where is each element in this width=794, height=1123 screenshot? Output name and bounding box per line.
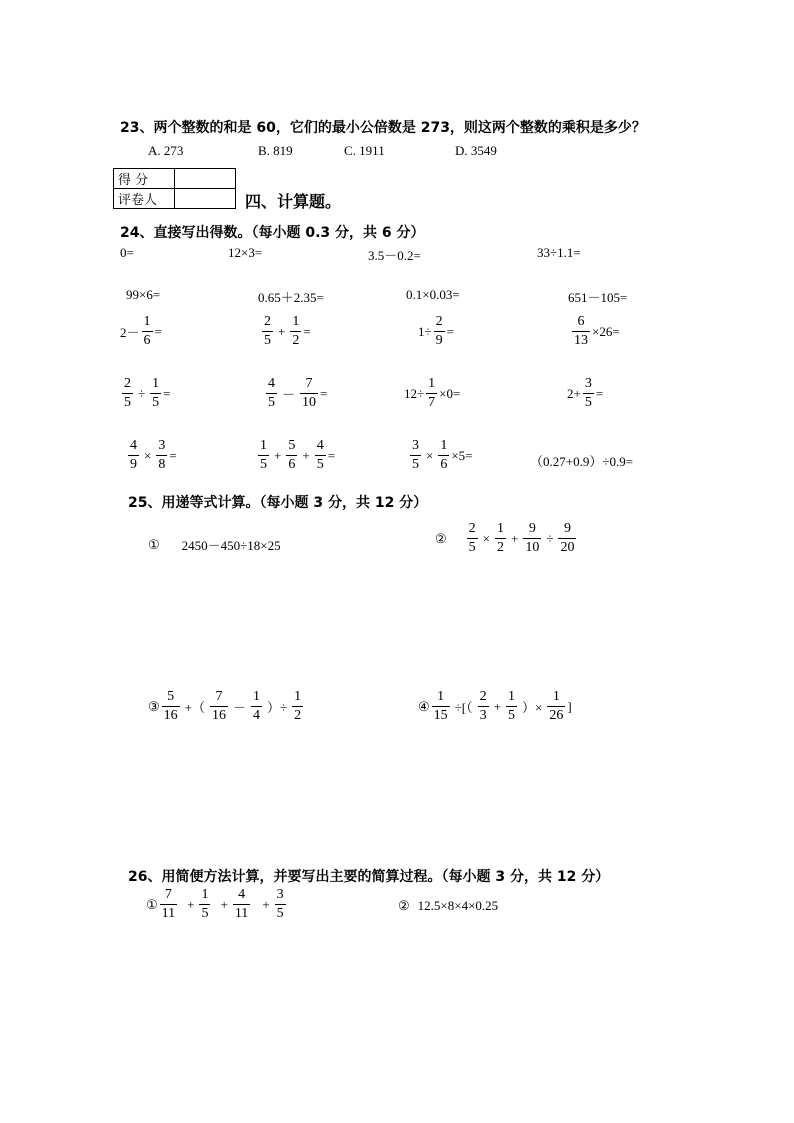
q24-r2-c: 0.1×0.03= xyxy=(406,287,460,302)
fraction: $\frac{1}{5}$ xyxy=(260,438,267,472)
fraction: $\frac{9}{20}$ xyxy=(560,521,575,555)
fraction: $\frac{5}{16}$ xyxy=(163,689,178,723)
fraction: $\frac{3}{5}$ xyxy=(584,376,592,410)
q24-r3-d: $\frac{6}{13}$ ×26= xyxy=(574,314,620,348)
q23-option-a: A. 273 xyxy=(148,143,184,158)
fraction: $\frac{4}{11}$ xyxy=(234,887,249,921)
grader-label: 评卷人 xyxy=(114,189,175,209)
question-26-text: 26、用简便方法计算，并要写出主要的简算过程。（每小题 3 分，共 12 分） xyxy=(128,869,610,885)
q25-p2: ② $\frac{2}{5}$ × $\frac{1}{2}$ + $\frac{9}{10}$ ÷ $\frac{9}{20}$ xyxy=(435,521,575,555)
fraction: $\frac{7}{10}$ xyxy=(302,376,317,410)
fraction: $\frac{1}{5}$ xyxy=(201,887,209,921)
q24-r3-b: $\frac{2}{5}$ + $\frac{1}{2}$ = xyxy=(264,314,311,348)
fraction: $\frac{1}{26}$ xyxy=(549,689,564,723)
q24-r1-a: 0= xyxy=(120,245,134,260)
q24-r5-a: $\frac{4}{9}$ × $\frac{3}{8}$ = xyxy=(130,438,177,472)
fraction: $\frac{4}{5}$ xyxy=(316,438,324,472)
fraction: $\frac{3}{5}$ xyxy=(276,887,284,921)
q24-r4-b: $\frac{4}{5}$ － $\frac{7}{10}$ = xyxy=(268,376,328,410)
q24-r1-b: 12×3= xyxy=(228,245,263,260)
fraction: $\frac{7}{11}$ xyxy=(161,887,176,921)
fraction: $\frac{5}{6}$ xyxy=(288,438,296,472)
fraction: $\frac{1}{4}$ xyxy=(253,689,261,723)
fraction: $\frac{7}{16}$ xyxy=(212,689,226,723)
q24-r5-c: $\frac{3}{5}$ × $\frac{1}{6}$ ×5= xyxy=(412,438,473,472)
fraction: $\frac{4}{5}$ xyxy=(268,376,275,410)
fraction: $\frac{2}{5}$ xyxy=(124,376,131,410)
q24-r2-b: 0.65＋2.35= xyxy=(258,290,324,305)
q24-r2-a: 99×6= xyxy=(126,287,161,302)
q25-p4: ④ $\frac{1}{15}$ ÷[（ $\frac{2}{3}$ + $\frac{1}{5}$ ）× $\frac{1}{26}$ ] xyxy=(418,689,572,723)
q26-p2: ② 12.5×8×4×0.25 xyxy=(398,898,499,913)
score-label: 得 分 xyxy=(114,169,175,189)
fraction: $\frac{2}{9}$ xyxy=(435,314,443,348)
fraction: $\frac{1}{6}$ xyxy=(143,314,151,348)
q23-option-b: B. 819 xyxy=(258,143,293,158)
grader-cell[interactable] xyxy=(175,189,236,209)
section-title: 四、计算题。 xyxy=(245,192,342,211)
q24-r3-a: 2－ $\frac{1}{6}$ = xyxy=(120,314,162,348)
fraction: $\frac{1}{2}$ xyxy=(497,521,504,555)
q24-r3-c: 1÷ $\frac{2}{9}$ = xyxy=(418,314,454,348)
q24-r1-d: 33÷1.1= xyxy=(537,245,581,260)
q25-p3: ③ $\frac{5}{16}$ +（ $\frac{7}{16}$ － $\frac{1}{4}$ ）÷ $\frac{1}{2}$ xyxy=(148,689,302,723)
fraction: $\frac{3}{8}$ xyxy=(158,438,166,472)
fraction: $\frac{2}{3}$ xyxy=(479,689,487,723)
fraction: $\frac{1}{5}$ xyxy=(152,376,160,410)
question-24-text: 24、直接写出得数。（每小题 0.3 分，共 6 分） xyxy=(120,225,425,241)
q23-option-d: D. 3549 xyxy=(455,143,497,158)
fraction: $\frac{1}{2}$ xyxy=(292,314,300,348)
q23-option-c: C. 1911 xyxy=(344,143,385,158)
fraction: $\frac{6}{13}$ xyxy=(574,314,588,348)
q24-r5-d: （0.27+0.9）÷0.9= xyxy=(530,454,634,469)
q24-r4-d: 2+ $\frac{3}{5}$ = xyxy=(567,376,604,410)
fraction: $\frac{1}{2}$ xyxy=(294,689,302,723)
q24-r1-c: 3.5－0.2= xyxy=(368,248,421,263)
fraction: $\frac{2}{5}$ xyxy=(468,521,476,555)
q24-r4-c: 12÷ $\frac{1}{7}$ ×0= xyxy=(404,376,461,410)
fraction: $\frac{3}{5}$ xyxy=(412,438,419,472)
fraction: $\frac{9}{10}$ xyxy=(525,521,540,555)
fraction: $\frac{1}{7}$ xyxy=(428,376,436,410)
fraction: $\frac{1}{5}$ xyxy=(507,689,515,723)
fraction: $\frac{1}{15}$ xyxy=(433,689,448,723)
question-23-text: 23、两个整数的和是 60，它们的最小公倍数是 273，则这两个整数的乘积是多少？ xyxy=(120,120,646,136)
q24-r4-a: $\frac{2}{5}$ ÷ $\frac{1}{5}$ = xyxy=(124,376,171,410)
question-25-text: 25、用递等式计算。（每小题 3 分，共 12 分） xyxy=(128,495,428,511)
fraction: $\frac{2}{5}$ xyxy=(264,314,271,348)
fraction: $\frac{4}{9}$ xyxy=(130,438,137,472)
q24-r2-d: 651－105= xyxy=(568,290,628,305)
score-table xyxy=(113,168,236,209)
q25-p1: ① 2450－450÷18×25 xyxy=(148,536,281,553)
fraction: $\frac{1}{6}$ xyxy=(440,438,448,472)
q24-r5-b: $\frac{1}{5}$ + $\frac{5}{6}$ + $\frac{4}{5}$ = xyxy=(260,438,336,472)
q26-p1: ① $\frac{7}{11}$ + $\frac{1}{5}$ + $\frac{4}{11}$ + $\frac{3}{5}$ xyxy=(146,887,284,921)
score-cell[interactable] xyxy=(175,169,236,189)
